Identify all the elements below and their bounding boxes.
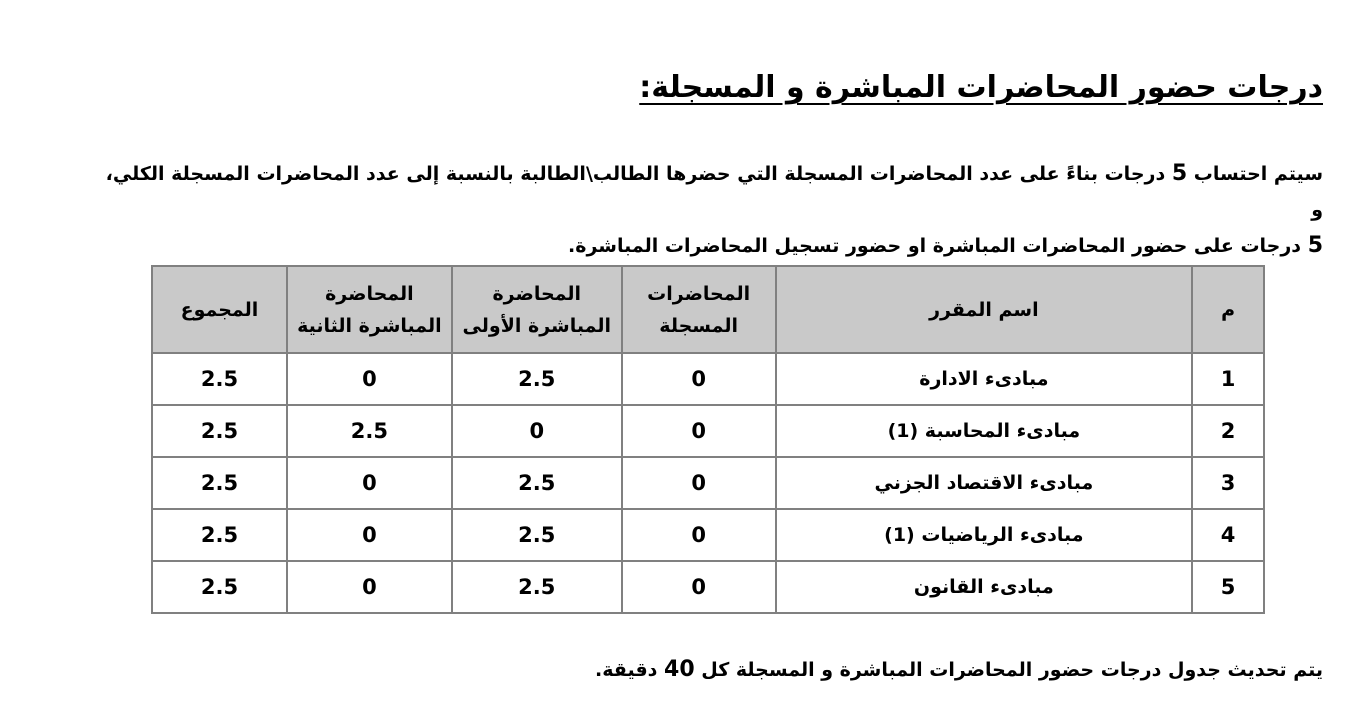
- cell-course: مبادىء القانون: [776, 561, 1192, 613]
- attendance-grades-table: [151, 265, 1265, 614]
- cell-live1: 0: [452, 405, 622, 457]
- cell-live2: 0: [287, 509, 452, 561]
- cell-course: مبادىء الاقتصاد الجزني: [776, 457, 1192, 509]
- header-label: المحاضرة: [492, 282, 582, 305]
- cell-recorded: 0: [622, 457, 776, 509]
- note-text: يتم تحديث جدول درجات حضور المحاضرات المباشرة و المسجلة كل: [701, 659, 1323, 681]
- header-live2: [287, 266, 452, 353]
- cell-live2: 0: [287, 353, 452, 405]
- cell-recorded: 0: [622, 561, 776, 613]
- cell-total: 2.5: [152, 457, 287, 509]
- header-total: [152, 266, 287, 353]
- header-course: [776, 266, 1192, 353]
- cell-live1: 2.5: [452, 561, 622, 613]
- cell-course: مبادىء المحاسبة (1): [776, 405, 1192, 457]
- cell-recorded: 0: [622, 353, 776, 405]
- header-label: المحاضرة: [325, 282, 414, 305]
- table-row: [152, 353, 1264, 405]
- intro-paragraph: [93, 156, 1323, 264]
- table-header-row: [152, 266, 1264, 353]
- header-live1: [452, 266, 622, 353]
- cell-total: 2.5: [152, 509, 287, 561]
- cell-recorded: 0: [622, 509, 776, 561]
- header-index: [1192, 266, 1264, 353]
- cell-total: 2.5: [152, 353, 287, 405]
- intro-text: سيتم احتساب: [1193, 163, 1323, 185]
- cell-total: 2.5: [152, 561, 287, 613]
- header-label: المسجلة: [659, 314, 738, 337]
- cell-live2: 0: [287, 457, 452, 509]
- intro-text: درجات على حضور المحاضرات المباشرة او حضور تسجيل المحاضرات المباشرة.: [568, 235, 1302, 257]
- recorded-grade-count: 5: [1171, 161, 1188, 186]
- live-grade-count: 5: [1307, 233, 1323, 258]
- note-text: دقيقة.: [595, 659, 658, 681]
- cell-live1: 2.5: [452, 457, 622, 509]
- table-row: [152, 457, 1264, 509]
- update-interval: 40: [664, 657, 695, 682]
- cell-index: 2: [1192, 405, 1264, 457]
- cell-index: 1: [1192, 353, 1264, 405]
- header-label: م: [1221, 298, 1236, 321]
- table-row: [152, 561, 1264, 613]
- cell-total: 2.5: [152, 405, 287, 457]
- cell-live1: 2.5: [452, 509, 622, 561]
- cell-course: مبادىء الادارة: [776, 353, 1192, 405]
- intro-text: درجات بناءً على عدد المحاضرات المسجلة التي حضرها الطالب\الطالبة بالنسبة إلى عدد المحاضرات المسجلة الكلي، و: [105, 163, 1323, 221]
- header-label: المجموع: [180, 298, 259, 321]
- cell-live2: 0: [287, 561, 452, 613]
- header-label: المحاضرات: [647, 282, 751, 305]
- cell-index: 4: [1192, 509, 1264, 561]
- cell-live1: 2.5: [452, 353, 622, 405]
- cell-course: مبادىء الرياضيات (1): [776, 509, 1192, 561]
- cell-live2: 2.5: [287, 405, 452, 457]
- update-note: [595, 650, 1323, 690]
- header-label: المباشرة الأولى: [462, 314, 611, 337]
- table-row: [152, 509, 1264, 561]
- cell-index: 3: [1192, 457, 1264, 509]
- cell-recorded: 0: [622, 405, 776, 457]
- cell-index: 5: [1192, 561, 1264, 613]
- table-row: [152, 405, 1264, 457]
- page-title: درجات حضور المحاضرات المباشرة و المسجلة:: [639, 70, 1323, 105]
- header-label: اسم المقرر: [929, 298, 1039, 321]
- header-label: المباشرة الثانية: [297, 314, 442, 337]
- header-recorded: [622, 266, 776, 353]
